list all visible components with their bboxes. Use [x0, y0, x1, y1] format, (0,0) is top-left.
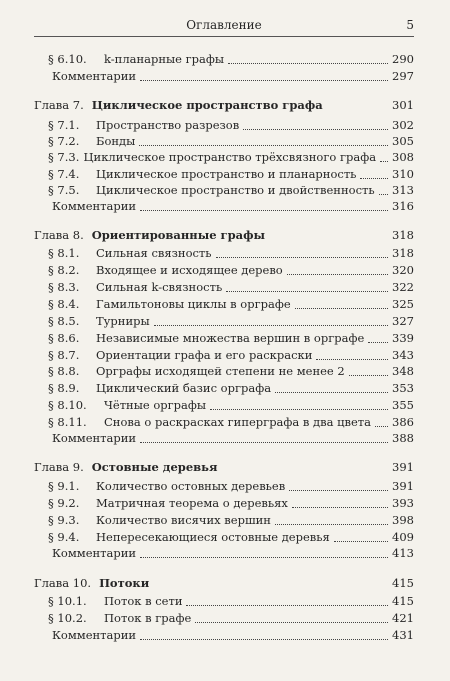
- section-title: Независимые множества вершин в орграфе: [96, 331, 365, 345]
- entry-page-number: 305: [392, 134, 414, 148]
- section-number: § 8.6.: [48, 331, 80, 345]
- section-title: Входящее и исходящее дерево: [96, 263, 283, 277]
- toc-section-entry[interactable]: [34, 414, 414, 431]
- section-title: Непересекающиеся остовные деревья: [96, 530, 330, 544]
- running-head: [34, 16, 414, 37]
- entry-page-number: 388: [392, 431, 414, 445]
- section-title: Гамильтоновы циклы в орграфе: [96, 297, 291, 311]
- section-number: § 8.5.: [48, 314, 80, 328]
- section-title: Поток в графе: [104, 611, 192, 625]
- toc-section-entry[interactable]: [34, 279, 414, 296]
- toc-section-entry[interactable]: [34, 512, 414, 529]
- chapter-label: Глава 8.: [34, 228, 84, 242]
- entry-page-number: 409: [392, 530, 414, 544]
- section-title: Чётные орграфы: [104, 398, 207, 412]
- dot-leader: [186, 605, 388, 606]
- dot-leader: [140, 80, 388, 81]
- dot-leader: [216, 257, 388, 258]
- entry-page-number: 343: [392, 348, 414, 362]
- chapter-page-number: 301: [392, 98, 414, 112]
- dot-leader: [375, 426, 388, 427]
- section-number: § 8.9.: [48, 381, 80, 395]
- dot-leader: [316, 359, 388, 360]
- section-title: Циклический базис орграфа: [96, 381, 272, 395]
- section-number: § 9.1.: [48, 479, 80, 493]
- chapter-label: Глава 7.: [34, 98, 84, 112]
- entry-page-number: 322: [392, 280, 414, 294]
- dot-leader: [380, 161, 388, 162]
- entry-page-number: 339: [392, 331, 414, 345]
- dot-leader: [334, 541, 388, 542]
- section-number: § 10.2.: [48, 611, 87, 625]
- chapter-label: Глава 9.: [34, 460, 84, 474]
- section-title: Пространство разрезов: [96, 118, 240, 132]
- entry-page-number: 393: [392, 496, 414, 510]
- running-head-page-number: 5: [406, 18, 414, 32]
- chapter-page-number: 415: [392, 576, 414, 590]
- section-title: Матричная теорема о деревьях: [96, 496, 288, 510]
- entry-page-number: 310: [392, 167, 414, 181]
- section-number: § 8.11.: [48, 415, 87, 429]
- chapter-label: Глава 10.: [34, 576, 92, 590]
- toc-chapter-entry[interactable]: [34, 96, 414, 114]
- toc-section-entry[interactable]: [34, 117, 414, 134]
- dot-leader: [243, 129, 388, 130]
- entry-page-number: 320: [392, 263, 414, 277]
- section-title: Циклическое пространство и двойственность: [96, 183, 375, 197]
- section-title: Количество остовных деревьев: [96, 479, 286, 493]
- toc-section-entry[interactable]: [34, 478, 414, 495]
- entry-page-number: 431: [392, 628, 414, 642]
- chapter-page-number: 391: [392, 460, 414, 474]
- toc-section-entry[interactable]: [34, 347, 414, 364]
- comments-label: Комментарии: [52, 69, 137, 83]
- toc-section-entry[interactable]: [34, 51, 414, 68]
- toc-section-entry[interactable]: [34, 495, 414, 512]
- toc-comments-entry[interactable]: [34, 68, 414, 85]
- dot-leader: [289, 490, 388, 491]
- entry-page-number: 325: [392, 297, 414, 311]
- dot-leader: [140, 557, 388, 558]
- toc-section-entry[interactable]: [34, 182, 414, 199]
- entry-page-number: 308: [392, 150, 414, 164]
- dot-leader: [287, 274, 388, 275]
- dot-leader: [226, 291, 388, 292]
- toc-section-entry[interactable]: [34, 166, 414, 183]
- section-title: Сильная связность: [96, 246, 212, 260]
- entry-page-number: 386: [392, 415, 414, 429]
- comments-label: Комментарии: [52, 431, 137, 445]
- toc-section-entry[interactable]: [34, 149, 414, 166]
- entry-page-number: 313: [392, 183, 414, 197]
- toc-chapter-entry[interactable]: [34, 226, 414, 244]
- dot-leader: [140, 442, 388, 443]
- entry-page-number: 302: [392, 118, 414, 132]
- dot-leader: [140, 639, 388, 640]
- dot-leader: [195, 622, 388, 623]
- dot-leader: [154, 325, 388, 326]
- section-number: § 8.8.: [48, 364, 80, 378]
- dot-leader: [139, 145, 388, 146]
- toc-section-entry[interactable]: [34, 593, 414, 610]
- entry-page-number: 413: [392, 546, 414, 560]
- section-title: Сильная k-связность: [96, 280, 223, 294]
- entry-page-number: 348: [392, 364, 414, 378]
- dot-leader: [349, 375, 388, 376]
- toc-section-entry[interactable]: [34, 363, 414, 380]
- toc-comments-entry[interactable]: [34, 627, 414, 644]
- entry-page-number: 316: [392, 199, 414, 213]
- section-number: § 9.2.: [48, 496, 80, 510]
- dot-leader: [210, 409, 388, 410]
- chapter-title: Ориентированные графы: [91, 228, 265, 242]
- dot-leader: [379, 194, 388, 195]
- comments-label: Комментарии: [52, 546, 137, 560]
- dot-leader: [360, 178, 388, 179]
- dot-leader: [140, 210, 388, 211]
- toc-section-entry[interactable]: [34, 313, 414, 330]
- section-title: Турниры: [96, 314, 150, 328]
- section-title: Орграфы исходящей степени не менее 2: [96, 364, 345, 378]
- section-number: § 7.4.: [48, 167, 80, 181]
- entry-page-number: 398: [392, 513, 414, 527]
- toc-comments-entry[interactable]: [34, 198, 414, 215]
- entry-page-number: 318: [392, 246, 414, 260]
- section-number: § 7.1.: [48, 118, 80, 132]
- entry-page-number: 297: [392, 69, 414, 83]
- dot-leader: [292, 507, 388, 508]
- entry-page-number: 353: [392, 381, 414, 395]
- section-number: § 6.10.: [48, 52, 87, 66]
- toc-section-entry[interactable]: [34, 380, 414, 397]
- section-number: § 9.3.: [48, 513, 80, 527]
- section-number: § 7.3.: [48, 150, 80, 164]
- section-number: § 9.4.: [48, 530, 80, 544]
- toc-section-entry[interactable]: [34, 330, 414, 347]
- section-title: Циклическое пространство трёхсвязного графа: [83, 150, 377, 164]
- toc-chapter-entry[interactable]: [34, 458, 414, 476]
- dot-leader: [275, 392, 388, 393]
- toc-section-entry[interactable]: [34, 529, 414, 546]
- comments-label: Комментарии: [52, 199, 137, 213]
- section-title: Ориентации графа и его раскраски: [96, 348, 313, 362]
- dot-leader: [295, 308, 388, 309]
- dot-leader: [228, 63, 388, 64]
- section-title: Бонды: [96, 134, 136, 148]
- chapter-title: Потоки: [99, 576, 150, 590]
- section-title: Количество висячих вершин: [96, 513, 271, 527]
- chapter-title: Циклическое пространство графа: [91, 98, 323, 112]
- chapter-page-number: 318: [392, 228, 414, 242]
- section-title: Поток в сети: [104, 594, 183, 608]
- entry-page-number: 355: [392, 398, 414, 412]
- toc-comments-entry[interactable]: [34, 430, 414, 447]
- toc-section-entry[interactable]: [34, 610, 414, 627]
- running-head-title: Оглавление: [186, 18, 262, 32]
- toc-section-entry[interactable]: [34, 245, 414, 262]
- entry-page-number: 421: [392, 611, 414, 625]
- entry-page-number: 327: [392, 314, 414, 328]
- toc-chapter-entry[interactable]: [34, 574, 414, 592]
- section-number: § 7.2.: [48, 134, 80, 148]
- section-title: k-планарные графы: [104, 52, 225, 66]
- toc-section-entry[interactable]: [34, 296, 414, 313]
- section-number: § 8.4.: [48, 297, 80, 311]
- section-title: Циклическое пространство и планарность: [96, 167, 357, 181]
- entry-page-number: 290: [392, 52, 414, 66]
- section-number: § 7.5.: [48, 183, 80, 197]
- entry-page-number: 391: [392, 479, 414, 493]
- entry-page-number: 415: [392, 594, 414, 608]
- comments-label: Комментарии: [52, 628, 137, 642]
- toc-comments-entry[interactable]: [34, 545, 414, 562]
- section-number: § 10.1.: [48, 594, 87, 608]
- toc-section-entry[interactable]: [34, 262, 414, 279]
- section-number: § 8.3.: [48, 280, 80, 294]
- chapter-title: Остовные деревья: [91, 460, 218, 474]
- section-number: § 8.7.: [48, 348, 80, 362]
- section-number: § 8.10.: [48, 398, 87, 412]
- toc-section-entry[interactable]: [34, 397, 414, 414]
- dot-leader: [368, 342, 388, 343]
- section-number: § 8.1.: [48, 246, 80, 260]
- dot-leader: [275, 524, 388, 525]
- section-title: Снова о раскрасках гиперграфа в два цвета: [104, 415, 372, 429]
- section-number: § 8.2.: [48, 263, 80, 277]
- toc-section-entry[interactable]: [34, 133, 414, 150]
